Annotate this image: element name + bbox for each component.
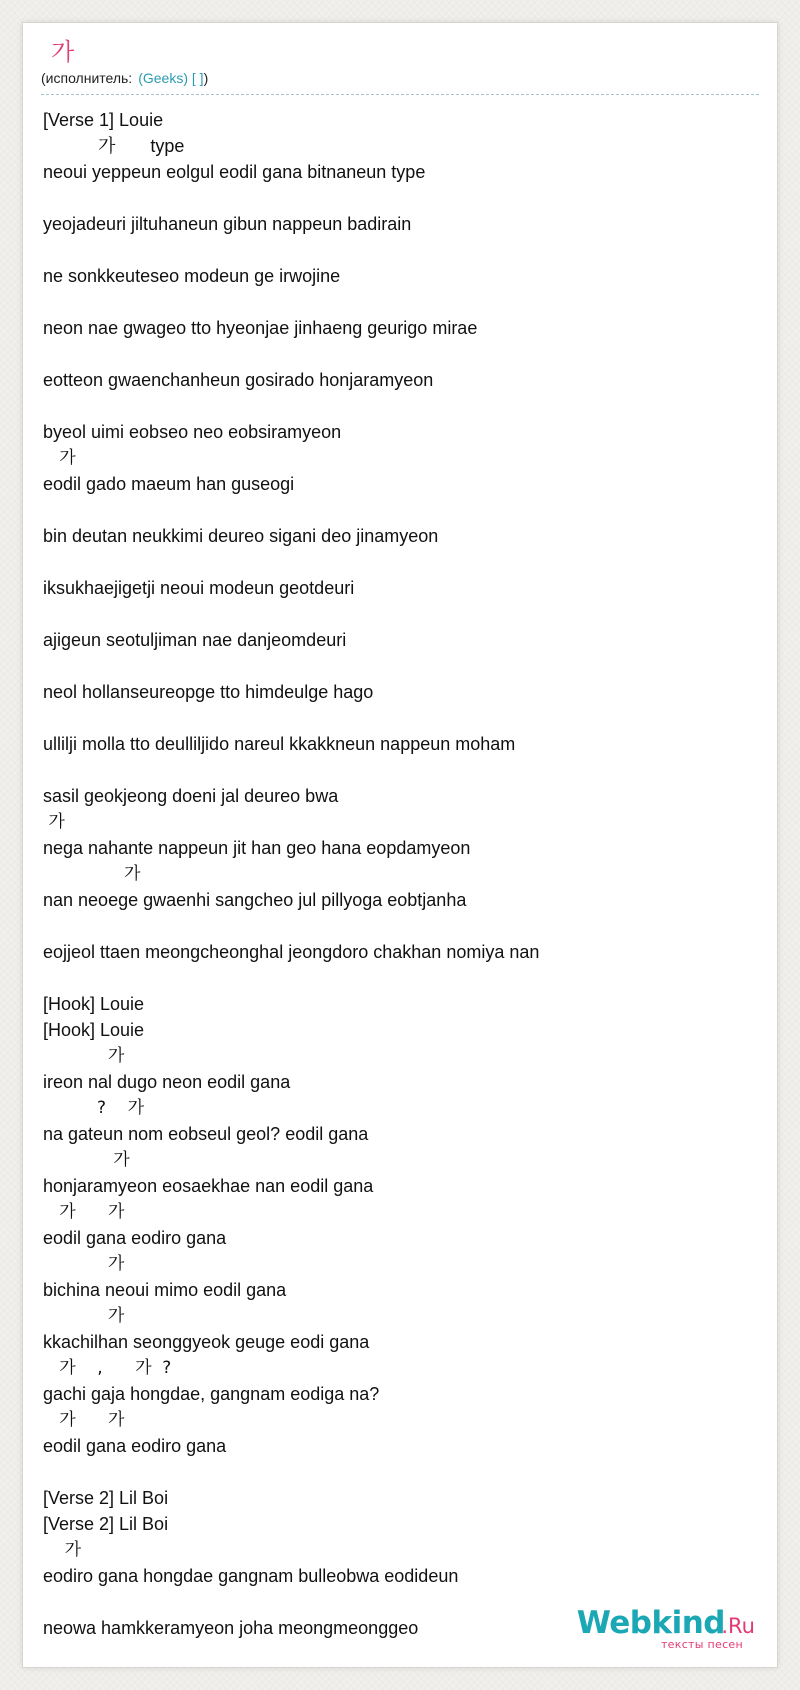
- lyric-line: 가: [43, 1046, 125, 1066]
- lyric-line: iksukhaejigetji neoui modeun geotdeuri: [43, 578, 355, 598]
- lyric-line: [43, 653, 759, 679]
- lyric-line: neon nae gwageo tto hyeonjae jinhaeng geurigo mirae: [43, 318, 478, 338]
- lyric-line: eotteon gwaenchanheun gosirado honjaramyeon: [43, 370, 434, 390]
- lyric-line: [43, 1459, 759, 1485]
- logo-wordmark: Webkind: [576, 1605, 725, 1641]
- lyric-line: [Verse 1] Louie: [43, 110, 164, 130]
- lyric-line: neowa hamkkeramyeon joha meongmeonggeo: [43, 1618, 419, 1638]
- lyric-line: [43, 601, 759, 627]
- lyric-line: yeojadeuri jiltuhaneun gibun nappeun badirain: [43, 214, 412, 234]
- header-divider: [41, 94, 759, 95]
- song-header: [41, 37, 759, 87]
- lyric-line: 가 가: [43, 1410, 125, 1430]
- lyric-line: [43, 185, 759, 211]
- lyric-line: [43, 393, 759, 419]
- performer-suffix: ): [203, 70, 209, 86]
- lyric-line: eodil gana eodiro gana: [43, 1436, 227, 1456]
- lyric-line: [43, 705, 759, 731]
- lyric-line: na gateun nom eobseul geol? eodil gana: [43, 1124, 369, 1144]
- lyric-line: bichina neoui mimo eodil gana: [43, 1280, 287, 1300]
- lyrics-page: [22, 22, 778, 1668]
- performer-prefix: (исполнитель:: [41, 70, 133, 86]
- lyric-line: [43, 549, 759, 575]
- lyric-line: neol hollanseureopge tto himdeulge hago: [43, 682, 374, 702]
- lyric-line: eodiro gana hongdae gangnam bulleobwa eodideun: [43, 1566, 459, 1586]
- lyric-line: honjaramyeon eosaekhae nan eodil gana: [43, 1176, 374, 1196]
- lyric-line: sasil geokjeong doeni jal deureo bwa: [43, 786, 339, 806]
- logo-tld: .Ru: [721, 1614, 755, 1638]
- lyric-line: 가: [43, 448, 76, 468]
- lyric-line: [Verse 2] Lil Boi: [43, 1514, 169, 1534]
- lyric-line: 가 , 가 ?: [43, 1358, 172, 1378]
- artist-link[interactable]: (Geeks) [ ]: [138, 70, 204, 86]
- lyrics-text: [43, 107, 759, 1641]
- lyric-line: 가: [43, 1306, 125, 1326]
- lyric-line: [43, 497, 759, 523]
- lyric-line: 가 가: [43, 1202, 125, 1222]
- logo-tagline: тексты песен: [660, 1638, 743, 1651]
- lyric-line: bin deutan neukkimi deureo sigani deo jinamyeon: [43, 526, 439, 546]
- lyric-line: [43, 965, 759, 991]
- lyric-line: 가: [43, 1150, 130, 1170]
- lyric-line: [43, 237, 759, 263]
- lyric-line: 가: [43, 812, 65, 832]
- lyric-line: neoui yeppeun eolgul eodil gana bitnaneun type: [43, 162, 426, 182]
- lyric-line: eojjeol ttaen meongcheonghal jeongdoro chakhan nomiya nan: [43, 942, 540, 962]
- performer-line: [41, 69, 759, 87]
- lyric-line: 가: [43, 864, 141, 884]
- lyric-line: ullilji molla tto deulliljido nareul kkakkneun nappeun moham: [43, 734, 516, 754]
- lyric-line: eodil gana eodiro gana: [43, 1228, 227, 1248]
- lyric-line: ireon nal dugo neon eodil gana: [43, 1072, 291, 1092]
- lyric-line: 가 type: [43, 136, 185, 156]
- lyric-line: gachi gaja hongdae, gangnam eodiga na?: [43, 1384, 380, 1404]
- song-title: 가: [51, 38, 75, 66]
- lyric-line: kkachilhan seonggyeok geuge eodi gana: [43, 1332, 370, 1352]
- lyric-line: [43, 757, 759, 783]
- lyric-line: nan neoege gwaenhi sangcheo jul pillyoga eobtjanha: [43, 890, 467, 910]
- webkind-logo[interactable]: [555, 1603, 755, 1653]
- lyric-line: [43, 289, 759, 315]
- lyric-line: byeol uimi eobseo neo eobsiramyeon: [43, 422, 342, 442]
- lyric-line: [Verse 2] Lil Boi: [43, 1488, 169, 1508]
- lyric-line: eodil gado maeum han guseogi: [43, 474, 295, 494]
- lyric-line: [Hook] Louie: [43, 1020, 145, 1040]
- lyric-line: ? 가: [43, 1098, 145, 1118]
- lyric-line: ne sonkkeuteseo modeun ge irwojine: [43, 266, 341, 286]
- lyric-line: [43, 341, 759, 367]
- lyric-line: 가: [43, 1254, 125, 1274]
- lyric-line: [43, 913, 759, 939]
- lyric-line: [Hook] Louie: [43, 994, 145, 1014]
- lyric-line: nega nahante nappeun jit han geo hana eopdamyeon: [43, 838, 471, 858]
- lyric-line: 가: [43, 1540, 82, 1560]
- lyric-line: ajigeun seotuljiman nae danjeomdeuri: [43, 630, 347, 650]
